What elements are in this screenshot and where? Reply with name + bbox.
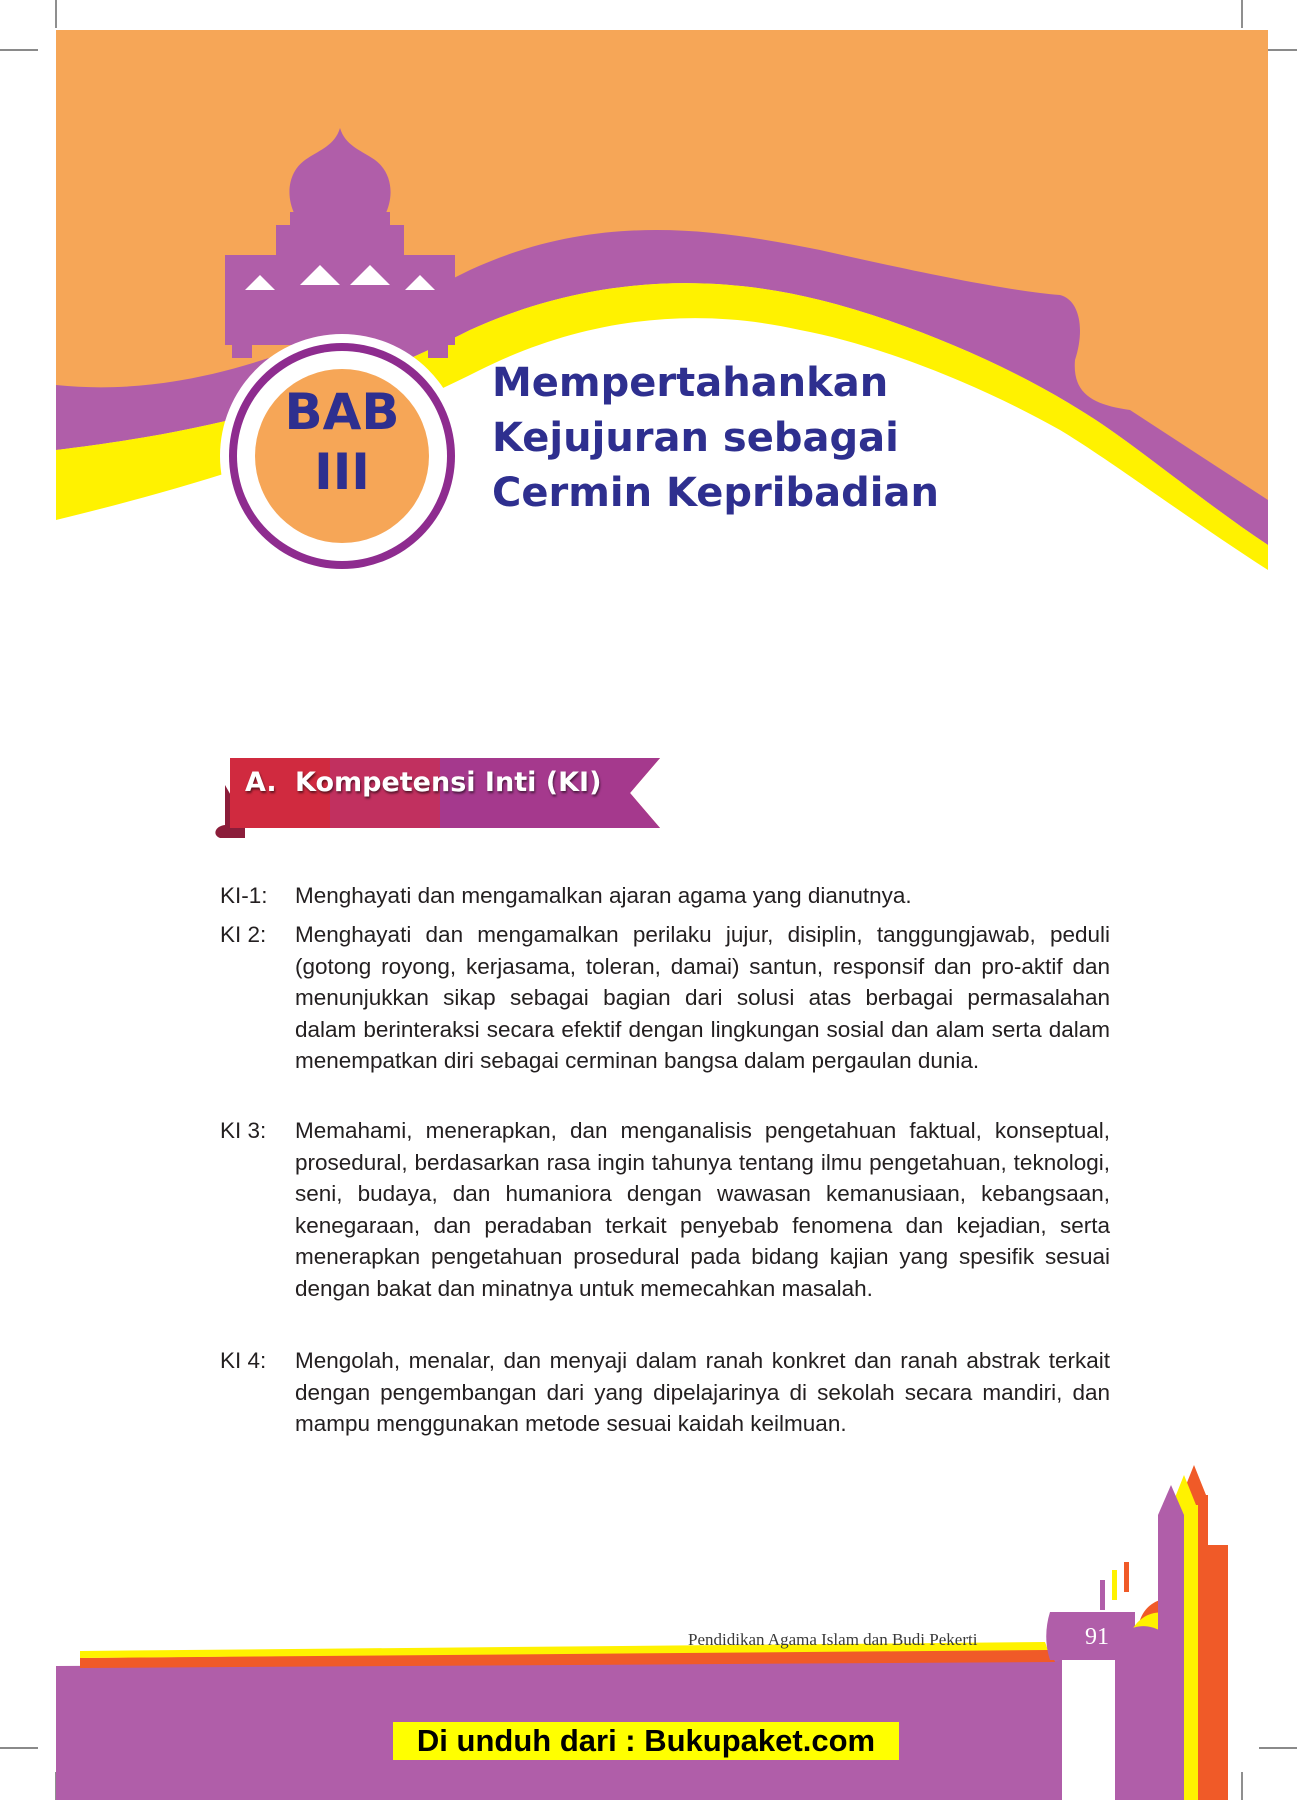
- page-number: 91: [1085, 1624, 1109, 1650]
- section-heading: [245, 763, 601, 803]
- chapter-title-line-3: Cermin Kepribadian: [492, 470, 939, 516]
- ki-item-1: [220, 880, 1110, 912]
- download-source-banner: Di unduh dari : Bukupaket.com: [393, 1722, 899, 1760]
- ki-text: Mengolah, menalar, dan menyaji dalam ranah konkret dan ranah abstrak terkait dengan pengembangan dari yang dipelajarinya di sekolah secara mandiri, dan mampu menggunakan metode sesuai kaidah keilmuan.: [295, 1348, 1110, 1436]
- ki-text: Memahami, menerapkan, dan menganalisis pengetahuan faktual, konseptual, prosedural, berdasarkan rasa ingin tahunya tentang ilmu pengetahuan, teknologi, seni, budaya, dan humaniora dengan wawasan kemanusiaan, kebangsaan, kenegaraan, dan peradaban terkait penyebab fenomena dan kejadian, serta menerapkan pengetahuan prosedural pada bidang kajian yang spesifik sesuai dengan bakat dan minatnya untuk memecahkan masalah.: [295, 1118, 1110, 1301]
- chapter-title-line-1: Mempertahankan: [492, 360, 889, 406]
- ki-text: Menghayati dan mengamalkan ajaran agama yang dianutnya.: [295, 883, 912, 908]
- ki-item-3: [220, 1115, 1110, 1304]
- ki-label: KI 4:: [220, 1348, 267, 1373]
- ki-label: KI-1:: [220, 883, 268, 908]
- bab-word: BAB: [284, 383, 400, 441]
- ki-label: KI 2:: [220, 922, 267, 947]
- footer-book-title: Pendidikan Agama Islam dan Budi Pekerti: [688, 1630, 978, 1649]
- chapter-title-line-2: Kejujuran sebagai: [492, 415, 899, 461]
- section-letter: A.: [245, 767, 277, 798]
- bab-number: III: [314, 443, 370, 501]
- ki-item-2: [220, 919, 1110, 1077]
- ki-text: Menghayati dan mengamalkan perilaku jujur, disiplin, tanggungjawab, peduli (gotong royong, kerjasama, toleran, damai) santun, responsif dan pro-aktif dan menunjukkan sikap sebagai bagian dari solusi atas berbagai permasalahan dalam berinteraksi secara efektif dengan lingkungan sosial dan alam serta dalam menempatkan diri sebagai cerminan bangsa dalam pergaulan dunia.: [295, 922, 1110, 1073]
- ki-label: KI 3:: [220, 1118, 267, 1143]
- section-title-text: Kompetensi Inti (KI): [295, 767, 602, 798]
- ki-item-4: [220, 1345, 1110, 1440]
